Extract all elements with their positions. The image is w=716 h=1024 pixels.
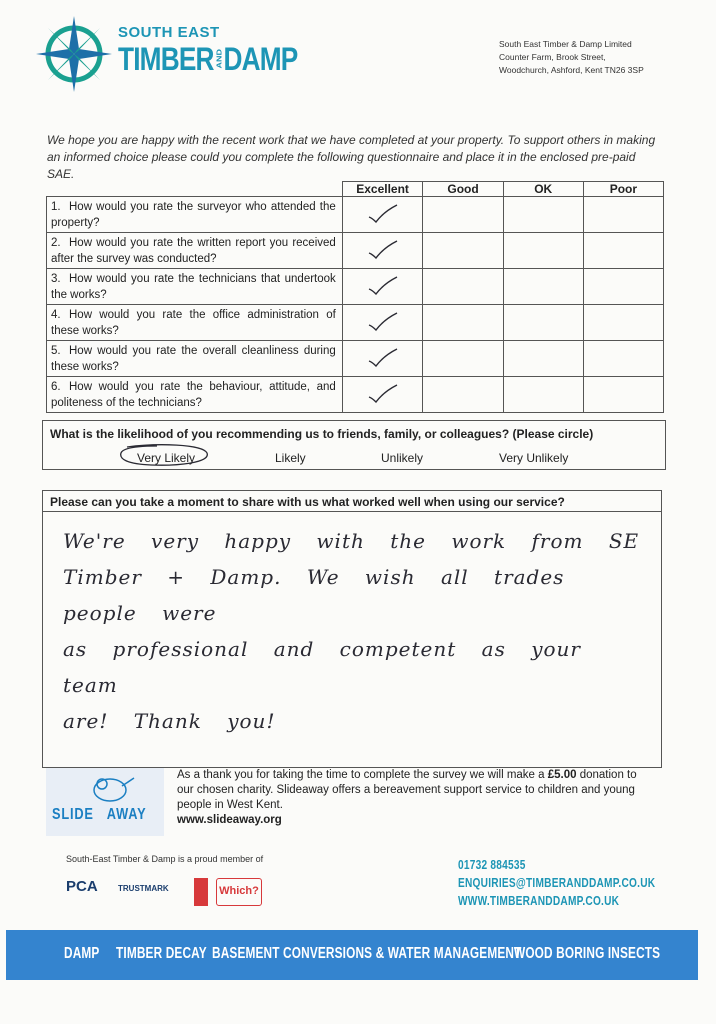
tick-mark-icon: [365, 383, 401, 405]
brand-and: AND: [214, 49, 223, 69]
rating-cell-excellent[interactable]: [342, 233, 423, 269]
comments-question: Please can you take a moment to share with us what worked well when using our service?: [50, 495, 565, 509]
intro-text: We hope you are happy with the recent work that we have completed at your property. To support others in making an informed choice please could you complete the following questionnaire and place it in the enclosed pre-paid SAE.: [47, 133, 656, 181]
handwritten-comment: [63, 523, 653, 739]
handwriting-line: are! Thank you!: [63, 709, 276, 733]
banner-item-timber-decay: TIMBER DECAY: [116, 945, 207, 962]
rating-cell-ok[interactable]: [503, 197, 583, 233]
website-url[interactable]: WWW.TIMBERANDDAMP.CO.UK: [458, 893, 620, 908]
address-line: South East Timber & Damp Limited: [499, 39, 632, 49]
rating-cell-poor[interactable]: [583, 233, 663, 269]
rating-cell-ok[interactable]: [503, 341, 583, 377]
rating-cell-excellent[interactable]: [342, 197, 423, 233]
slideaway-logo: [46, 768, 164, 836]
question-number: 2.: [51, 237, 61, 249]
handwritten-circle-icon: [117, 443, 213, 467]
question-label: How would you rate the overall cleanliness during these works?: [51, 345, 336, 373]
question-number: 1.: [51, 201, 61, 213]
ratings-header-row: [47, 182, 664, 197]
rating-cell-poor[interactable]: [583, 269, 663, 305]
question-text: [47, 305, 343, 341]
handwriting-line: We're very happy with the work from SE: [63, 529, 640, 553]
question-label: How would you rate the written report you received after the survey was conducted?: [51, 237, 336, 265]
tick-mark-icon: [365, 275, 401, 297]
brand-top: SOUTH EAST: [118, 24, 220, 41]
member-text: South-East Timber & Damp is a proud member of: [66, 854, 264, 864]
rating-cell-good[interactable]: [423, 269, 503, 305]
likelihood-question: What is the likelihood of you recommending us to friends, family, or colleagues? (Please circle): [50, 427, 594, 441]
brand-name: [118, 24, 337, 77]
question-number: 4.: [51, 309, 61, 321]
question-label: How would you rate the behaviour, attitude, and politeness of the technicians?: [51, 381, 336, 409]
brand-main: [118, 41, 297, 77]
option-very-unlikely[interactable]: Very Unlikely: [499, 451, 569, 465]
question-text: [47, 341, 343, 377]
question-row: [47, 341, 664, 377]
question-row: [47, 377, 664, 413]
rating-cell-ok[interactable]: [503, 305, 583, 341]
comments-box: [42, 490, 662, 768]
charity-text: [177, 768, 647, 828]
trustmark-badge-icon: TRUSTMARK: [118, 884, 169, 893]
handwriting-line: Timber + Damp. We wish all trades people were: [63, 565, 565, 625]
rating-cell-excellent[interactable]: [342, 305, 423, 341]
column-poor: Poor: [583, 182, 663, 197]
question-label: How would you rate the surveyor who attended the property?: [51, 201, 336, 229]
rating-cell-good[interactable]: [423, 377, 503, 413]
question-number: 5.: [51, 345, 61, 357]
question-text: [47, 269, 343, 305]
rating-cell-ok[interactable]: [503, 377, 583, 413]
trading-standards-badge-icon: [194, 878, 208, 906]
question-number: 3.: [51, 273, 61, 285]
rating-cell-poor[interactable]: [583, 341, 663, 377]
rating-cell-ok[interactable]: [503, 233, 583, 269]
phone-number[interactable]: 01732 884535: [458, 857, 526, 872]
column-excellent: Excellent: [342, 182, 423, 197]
compass-logo-icon: [34, 14, 114, 94]
contact-info: [458, 856, 655, 910]
option-likely[interactable]: Likely: [275, 451, 306, 465]
address-line: Woodchurch, Ashford, Kent TN26 3SP: [499, 65, 644, 75]
tick-mark-icon: [365, 239, 401, 261]
tick-mark-icon: [365, 311, 401, 333]
option-very-likely[interactable]: Very Likely: [137, 451, 196, 465]
which-badge-icon: Which?: [216, 878, 262, 906]
question-text: [47, 233, 343, 269]
tick-mark-icon: [365, 203, 401, 225]
logo-text-slide: SLIDE: [52, 806, 94, 823]
rating-cell-good[interactable]: [423, 305, 503, 341]
handwriting-line: as professional and competent as your team: [63, 637, 581, 697]
rating-cell-poor[interactable]: [583, 377, 663, 413]
divider: [43, 511, 661, 512]
rating-cell-ok[interactable]: [503, 269, 583, 305]
question-label: How would you rate the office administration of these works?: [51, 309, 336, 337]
rating-cell-excellent[interactable]: [342, 377, 423, 413]
charity-url[interactable]: www.slideaway.org: [177, 814, 282, 826]
slideaway-logo-text: [52, 806, 147, 824]
question-text: [47, 377, 343, 413]
question-row: [47, 305, 664, 341]
question-row: [47, 197, 664, 233]
rating-cell-good[interactable]: [423, 197, 503, 233]
brand-right: DAMP: [223, 41, 298, 77]
column-ok: OK: [503, 182, 583, 197]
membership-badges: [66, 872, 276, 912]
pca-badge-icon: PCA: [66, 878, 98, 895]
charity-text-before: As a thank you for taking the time to complete the survey we will make a: [177, 769, 548, 781]
question-text: [47, 197, 343, 233]
email-address[interactable]: ENQUIRIES@TIMBERANDDAMP.CO.UK: [458, 875, 656, 890]
question-label: How would you rate the technicians that undertook the works?: [51, 273, 336, 301]
rating-cell-poor[interactable]: [583, 197, 663, 233]
rating-cell-poor[interactable]: [583, 305, 663, 341]
bird-icon: [84, 772, 136, 806]
rating-cell-excellent[interactable]: [342, 269, 423, 305]
banner-item-basement: BASEMENT CONVERSIONS & WATER MANAGEMENT: [212, 945, 522, 962]
question-row: [47, 233, 664, 269]
header-blank: [47, 182, 343, 197]
rating-cell-good[interactable]: [423, 233, 503, 269]
donation-amount: £5.00: [547, 769, 577, 781]
services-banner: [6, 930, 698, 980]
charity-text-after: donation to our chosen charity. Slideaway offers a bereavement support service to children and young people in West Kent.: [177, 769, 637, 811]
banner-item-wood-boring: WOOD BORING INSECTS: [514, 945, 661, 962]
likelihood-box: [42, 420, 666, 470]
logo-text-away: AWAY: [106, 806, 147, 823]
column-good: Good: [423, 182, 503, 197]
rating-cell-good[interactable]: [423, 341, 503, 377]
banner-item-damp: DAMP: [64, 945, 100, 962]
rating-cell-excellent[interactable]: [342, 341, 423, 377]
brand-left: TIMBER: [118, 41, 214, 77]
question-row: [47, 269, 664, 305]
question-number: 6.: [51, 381, 61, 393]
option-unlikely[interactable]: Unlikely: [381, 451, 424, 465]
address-line: Counter Farm, Brook Street,: [499, 52, 606, 62]
ratings-table: [46, 181, 664, 413]
company-address: [499, 38, 644, 77]
tick-mark-icon: [365, 347, 401, 369]
